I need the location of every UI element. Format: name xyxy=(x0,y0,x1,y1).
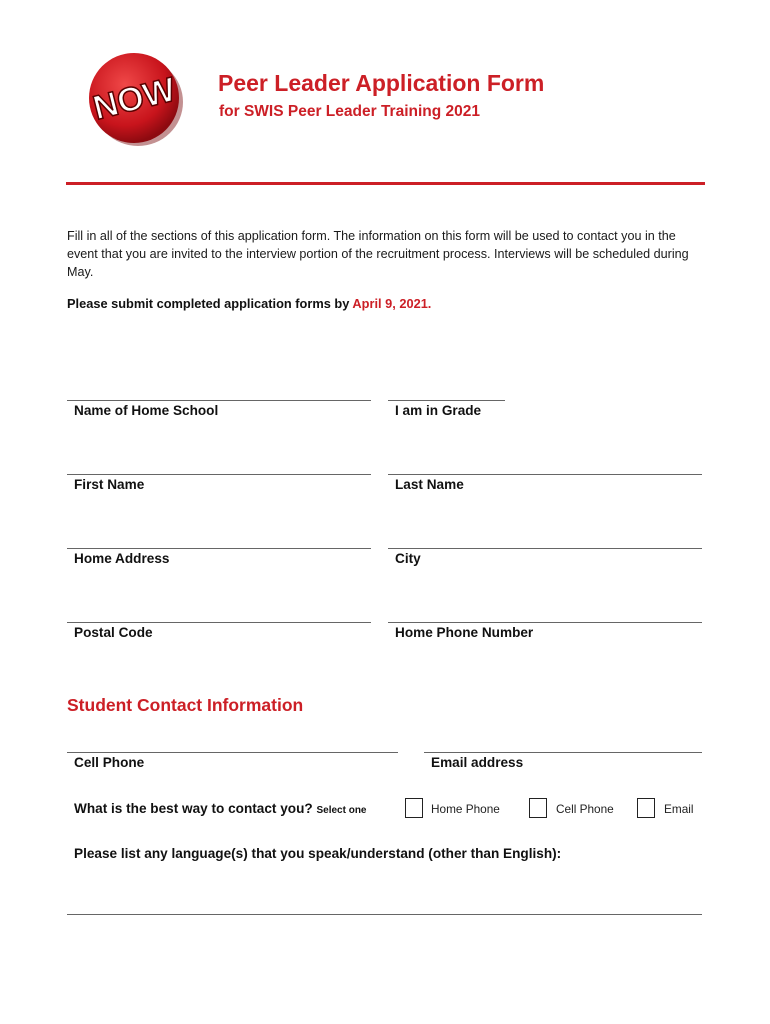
cell-phone-input[interactable] xyxy=(67,752,398,753)
home-phone-checkbox[interactable] xyxy=(405,798,423,818)
home-address-input[interactable] xyxy=(67,548,371,549)
deadline-text: Please submit completed application forms by xyxy=(67,296,353,311)
email-checkbox[interactable] xyxy=(637,798,655,818)
home-school-label: Name of Home School xyxy=(74,403,219,418)
email-option-label: Email xyxy=(664,802,694,816)
grade-label: I am in Grade xyxy=(395,403,482,418)
email-input[interactable] xyxy=(424,752,702,753)
last-name-input[interactable] xyxy=(388,474,702,475)
contact-method-question-text: What is the best way to contact you? xyxy=(74,801,313,816)
cell-phone-option-label: Cell Phone xyxy=(556,802,614,816)
first-name-label: First Name xyxy=(74,477,145,492)
deadline-notice xyxy=(67,296,431,311)
deadline-date: April 9, 2021. xyxy=(352,296,432,311)
home-phone-label: Home Phone Number xyxy=(395,625,534,640)
postal-code-input[interactable] xyxy=(67,622,371,623)
cell-phone-label: Cell Phone xyxy=(74,755,145,770)
languages-question: Please list any language(s) that you speak/understand (other than English): xyxy=(74,846,562,861)
student-contact-heading: Student Contact Information xyxy=(67,695,304,715)
select-one-hint: Select one xyxy=(316,805,367,816)
intro-paragraph: Fill in all of the sections of this application form. The information on this form will be used to contact you in the event that you are invited to the interview portion of the recruitment process. Interviews will be scheduled during May. xyxy=(67,229,689,279)
home-phone-option-label: Home Phone xyxy=(431,802,500,816)
city-input[interactable] xyxy=(388,548,702,549)
contact-method-question xyxy=(74,801,367,816)
first-name-input[interactable] xyxy=(67,474,371,475)
last-name-label: Last Name xyxy=(395,477,464,492)
logo-text: NOW xyxy=(89,70,180,128)
grade-input[interactable] xyxy=(388,400,505,401)
city-label: City xyxy=(395,551,421,566)
languages-input[interactable] xyxy=(67,914,702,915)
home-phone-input[interactable] xyxy=(388,622,702,623)
now-logo xyxy=(86,48,186,148)
postal-code-label: Postal Code xyxy=(74,625,153,640)
cell-phone-checkbox[interactable] xyxy=(529,798,547,818)
home-school-input[interactable] xyxy=(67,400,371,401)
page-title: Peer Leader Application Form xyxy=(218,70,545,96)
header-divider xyxy=(66,182,705,185)
home-address-label: Home Address xyxy=(74,551,170,566)
email-label: Email address xyxy=(431,755,524,770)
page-subtitle: for SWIS Peer Leader Training 2021 xyxy=(219,103,481,120)
